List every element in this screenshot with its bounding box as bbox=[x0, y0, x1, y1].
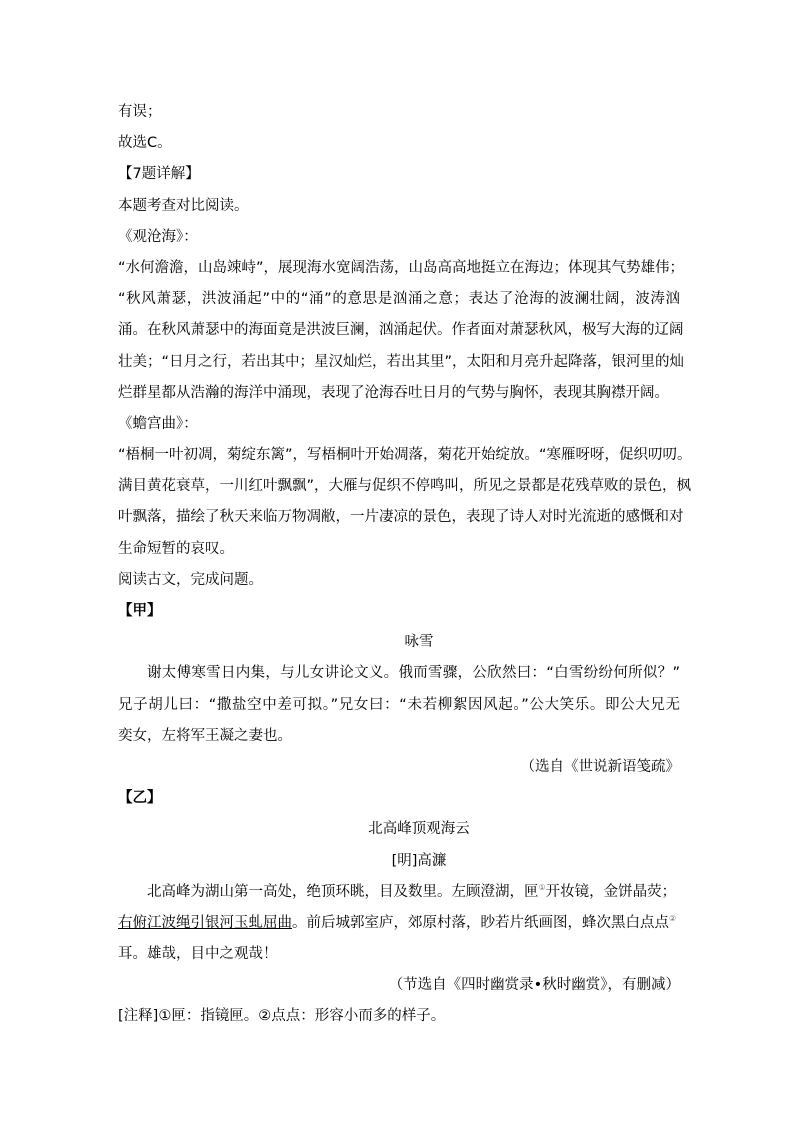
passage-author: [明]高濂 bbox=[391, 852, 447, 869]
underlined-sentence: 右俯江波绳引银河玉虬屈曲 bbox=[118, 914, 292, 931]
text-line: 生命短暂的哀叹。 bbox=[118, 540, 234, 557]
passage-line: 兄子胡儿曰：“撒盐空中差可拟。”兄女曰：“未若柳絮因风起。”公大笑乐。即公大兄无 bbox=[118, 696, 680, 713]
annotation-note: [注释]①匣：指镜匣。②点点：形容小而多的样子。 bbox=[118, 1008, 446, 1025]
text-line: 涌。在秋风萧瑟中的海面竟是洪波巨澜，汹涌起伏。作者面对萧瑟秋风，极写大海的辽阔 bbox=[118, 322, 684, 339]
text-line: 壮美；“日月之行，若出其中；星汉灿烂，若出其里”，太阳和月亮升起降落，银河里的灿 bbox=[118, 353, 685, 370]
passage-title: 咏雪 bbox=[404, 634, 434, 651]
footnote-marker: ② bbox=[669, 913, 677, 923]
instruction: 阅读古文，完成问题。 bbox=[118, 571, 263, 588]
passage-line bbox=[118, 877, 680, 908]
passage-line: 耳。雄哉，目中之观哉！ bbox=[118, 946, 278, 963]
passage-label-jia: 【甲】 bbox=[118, 603, 162, 619]
text-line: “水何澹澹，山岛竦峙”，展现海水宽阔浩荡，山岛高高地挺立在海边；体现其气势雄伟； bbox=[118, 259, 685, 276]
text-span: 北高峰为湖山第一高处，绝顶环眺，目及数里。左顾澄湖，匣 bbox=[147, 883, 539, 900]
text-span: 开妆镜，金饼晶荧； bbox=[545, 883, 677, 900]
passage-label-yi: 【乙】 bbox=[118, 790, 162, 807]
section-heading: 【7题详解】 bbox=[118, 166, 200, 183]
text-line: 烂群星都从浩瀚的海洋中涌现，表现了沧海吞吐日月的气势与胸怀，表现其胸襟开阔。 bbox=[118, 384, 669, 401]
passage-title: 北高峰顶观海云 bbox=[368, 821, 470, 838]
poem-title-reference: 《蟾宫曲》： bbox=[118, 415, 198, 432]
footnote-marker: ① bbox=[538, 882, 546, 892]
source-citation: （节选自《四时幽赏录•秋时幽赏》，有删减） bbox=[388, 977, 680, 994]
text-line: “梧桐一叶初凋，菊绽东篱”，写梧桐叶开始凋落，菊花开始绽放。“寒雁呀呀，促织叨叨。 bbox=[118, 447, 692, 464]
text-span: 。前后城郭室庐，郊原村落，眇若片纸画图，蜂次黑白点点 bbox=[292, 914, 669, 931]
text-line: “秋风萧瑟，洪波涌起”中的“涌”的意思是汹涌之意；表达了沧海的波澜壮阔，波涛汹 bbox=[118, 291, 680, 308]
poem-title-reference: 《观沧海》： bbox=[118, 228, 198, 245]
text-line: 有误； bbox=[118, 104, 162, 120]
text-line: 满目黄花衰草，一川红叶飘飘”，大雁与促织不停鸣叫，所见之景都是花残草败的景色，枫 bbox=[118, 478, 692, 495]
text-line: 本题考查对比阅读。 bbox=[118, 197, 249, 214]
text-line: 叶飘落，描绘了秋天来临万物凋敝，一片凄凉的景色，表现了诗人对时光流逝的感慨和对 bbox=[118, 509, 684, 526]
passage-line: 奕女，左将军王凝之妻也。 bbox=[118, 727, 292, 744]
source-citation: （选自《世说新语笺疏》 bbox=[520, 758, 680, 775]
document-page bbox=[118, 97, 692, 1033]
passage-line bbox=[118, 908, 680, 939]
text-line: 故选C。 bbox=[118, 135, 172, 152]
passage-line: 谢太傅寒雪日内集，与儿女讲论文义。俄而雪骤，公欣然曰：“白雪纷纷何所似？” bbox=[147, 665, 680, 682]
